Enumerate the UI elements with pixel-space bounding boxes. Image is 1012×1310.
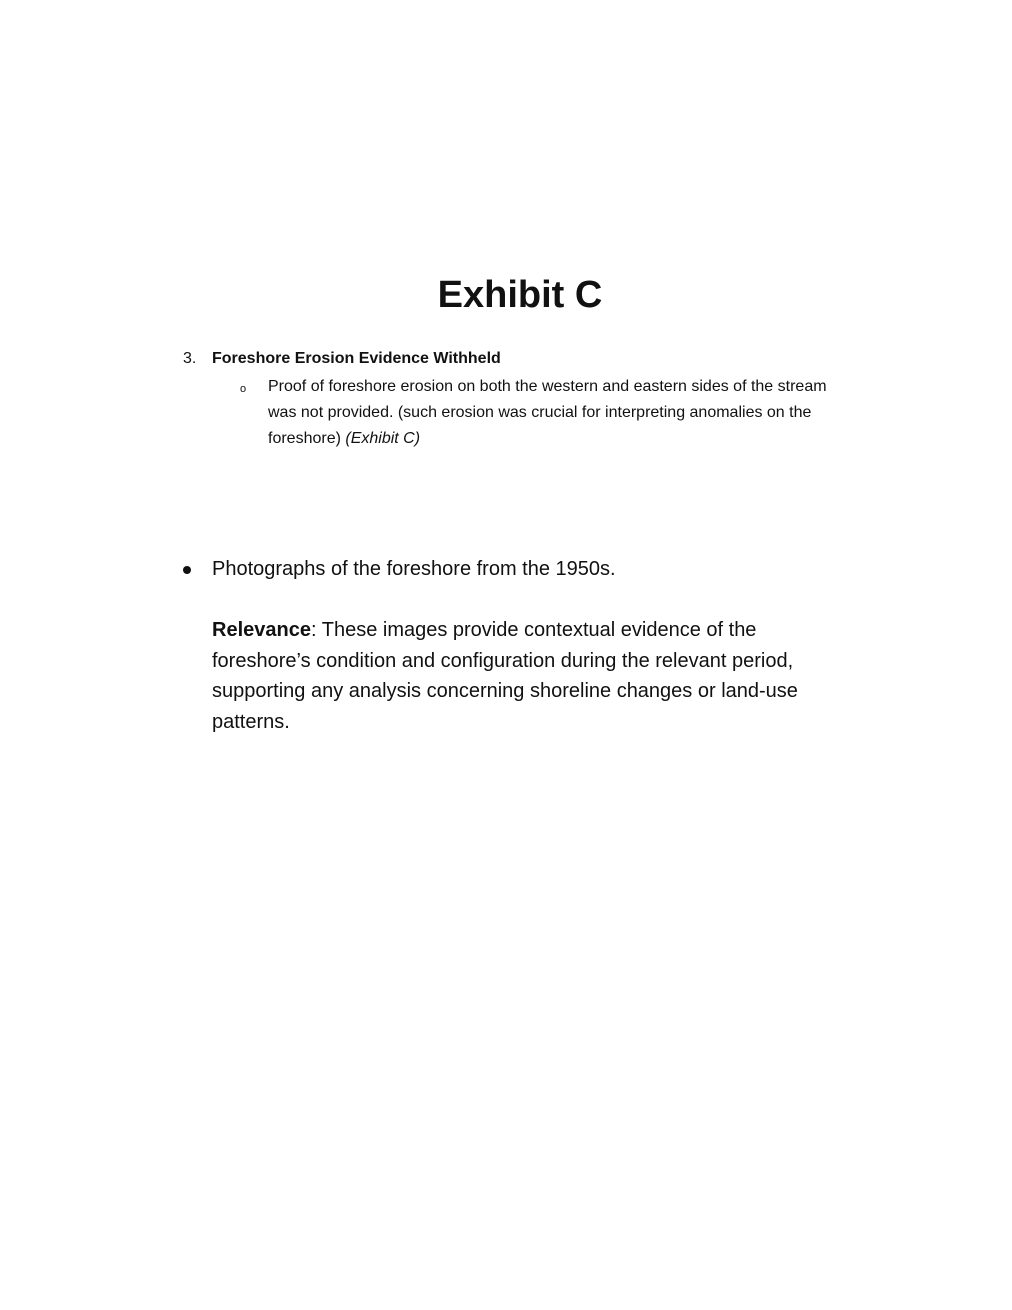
list-number: 3. xyxy=(183,350,197,367)
bullet-text: Photographs of the foreshore from the 1950s. xyxy=(212,558,616,580)
relevance-text: These images provide contextual evidence of the foreshore’s condition and configuration during the relevant period, supporting any analysis concerning shoreline changes or land-use patterns. xyxy=(212,619,798,733)
sub-bullet-text xyxy=(268,374,848,452)
exhibit-reference: (Exhibit C) xyxy=(345,430,421,447)
relevance-paragraph xyxy=(212,615,852,737)
sub-bullet-body: Proof of foreshore erosion on both the western and eastern sides of the stream was not provided. (such erosion was crucial for interpreting anomalies on the foreshore) xyxy=(268,378,827,447)
relevance-label: Relevance xyxy=(212,619,311,641)
relevance-separator: : xyxy=(310,619,317,641)
item-heading: Foreshore Erosion Evidence Withheld xyxy=(212,350,501,367)
page-title: Exhibit C xyxy=(437,274,603,316)
bullet-icon xyxy=(183,566,191,574)
hollow-bullet-icon: o xyxy=(240,383,247,395)
